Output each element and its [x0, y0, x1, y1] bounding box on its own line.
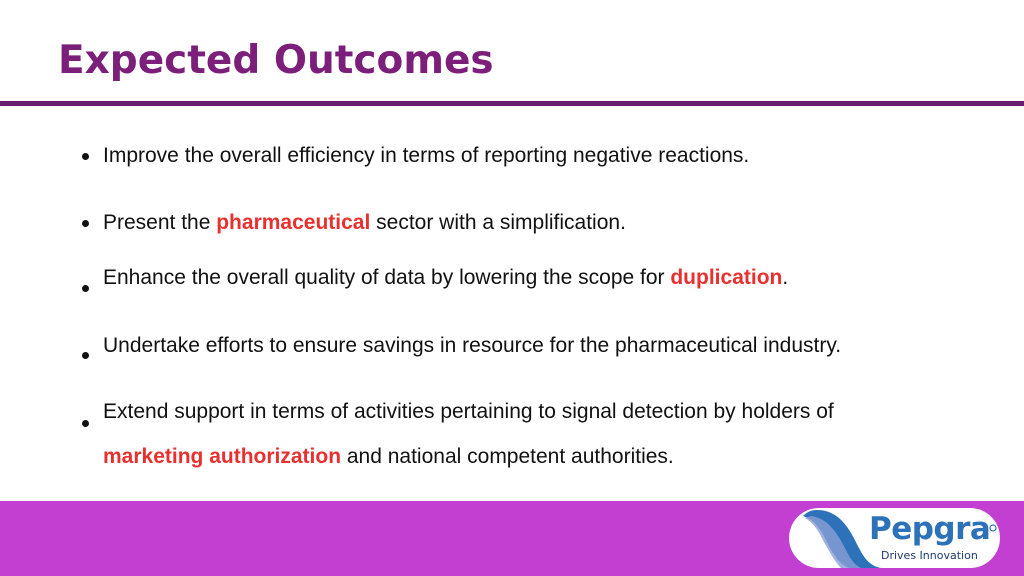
bullet-text: sector with a simplification. [370, 211, 626, 234]
highlight-term: marketing authorization [103, 445, 342, 468]
bullet-marker [82, 285, 89, 292]
bullet-item-2 [103, 208, 626, 238]
bullet-text: Improve the overall efficiency in terms of reporting negative reactions. [103, 144, 750, 167]
title-divider [0, 101, 1024, 106]
bullet-item-5-continued [103, 442, 674, 472]
bullet-item-3 [103, 263, 788, 293]
highlight-term: pharmaceutical [216, 211, 371, 234]
bullet-text: Undertake efforts to ensure savings in resource for the pharmaceutical industry. [103, 334, 842, 357]
bullet-text: Extend support in terms of activities pertaining to signal detection by holders of [103, 400, 834, 423]
bullet-marker [82, 220, 89, 227]
bullet-marker [82, 153, 89, 160]
bullet-item-5 [103, 397, 834, 427]
bullet-item-4 [103, 331, 841, 361]
bullet-text: and national competent authorities. [341, 445, 674, 468]
bullet-text: Enhance the overall quality of data by lowering the scope for [103, 266, 671, 289]
bullet-text: Present the [103, 211, 217, 234]
bullet-marker [82, 420, 89, 427]
bullet-marker [82, 352, 89, 359]
slide-title: Expected Outcomes [58, 38, 494, 83]
bullet-text: . [782, 266, 789, 289]
bullet-item-1 [103, 141, 749, 171]
logo-name: Pepgra [869, 511, 991, 547]
logo-tagline: Drives Innovation [881, 549, 978, 562]
highlight-term: duplication [670, 266, 783, 289]
pepgra-logo [789, 508, 1000, 568]
